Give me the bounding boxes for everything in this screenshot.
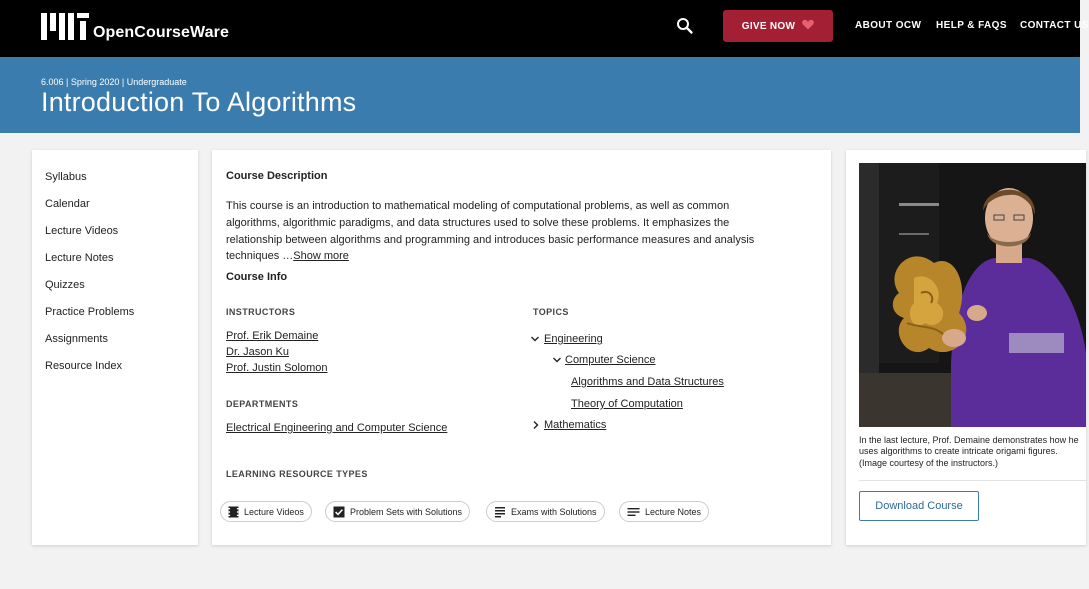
chevron-right-icon[interactable]	[531, 420, 541, 430]
description-text: This course is an introduction to mathematical modeling of computational problems, as well as common algorithms, algorithmic paradigms, and data structures used to solve these problems. It emphasizes the relationship between algorithms and programming and introduces basic performance measures and analysis techniques …	[226, 200, 755, 263]
give-now-label: GIVE NOW	[741, 20, 796, 32]
video-icon	[228, 506, 239, 518]
topic-engineering[interactable]: Engineering	[544, 333, 603, 345]
heart-icon	[802, 19, 814, 33]
course-main	[212, 150, 831, 545]
department-link[interactable]: Electrical Engineering and Computer Science	[226, 422, 448, 434]
departments-label: DEPARTMENTS	[226, 399, 299, 409]
instructor-link[interactable]: Prof. Justin Solomon	[226, 362, 328, 374]
download-course-button[interactable]: Download Course	[859, 491, 979, 521]
show-more-link[interactable]: Show more	[293, 250, 349, 263]
sidebar-item-syllabus[interactable]: Syllabus	[45, 171, 87, 183]
chevron-down-icon[interactable]	[552, 355, 562, 365]
nav-contact-us[interactable]: CONTACT US	[1020, 20, 1089, 31]
course-description	[226, 198, 786, 265]
sidebar-item-quizzes[interactable]: Quizzes	[45, 279, 85, 291]
description-heading: Course Description	[226, 170, 328, 182]
resource-type-label: Lecture Videos	[244, 506, 304, 517]
topic-theory[interactable]: Theory of Computation	[571, 398, 683, 410]
logo-text[interactable]: OpenCourseWare	[93, 24, 229, 41]
topics-label: TOPICS	[533, 307, 569, 317]
resource-types-label: LEARNING RESOURCE TYPES	[226, 469, 368, 479]
topic-computer-science[interactable]: Computer Science	[565, 354, 656, 366]
checkbox-icon	[333, 506, 345, 518]
instructor-link[interactable]: Dr. Jason Ku	[226, 346, 289, 358]
sidebar-item-resource-index[interactable]: Resource Index	[45, 360, 123, 372]
topic-mathematics[interactable]: Mathematics	[544, 419, 607, 431]
resource-type-label: Problem Sets with Solutions	[350, 506, 463, 517]
instructor-link[interactable]: Prof. Erik Demaine	[226, 330, 319, 342]
resource-type-label: Lecture Notes	[645, 506, 702, 517]
course-info-heading: Course Info	[226, 271, 288, 283]
image-caption: In the last lecture, Prof. Demaine demonstrates how he uses algorithms to create intricate origami figures. (Image courtesy of the instructors.)	[859, 435, 1079, 468]
sidebar-item-lecture-notes[interactable]: Lecture Notes	[45, 252, 114, 264]
top-nav	[0, 0, 1089, 57]
page-title: Introduction To Algorithms	[41, 87, 357, 117]
instructors-label: INSTRUCTORS	[226, 307, 296, 317]
resource-type-problem-sets[interactable]	[325, 501, 470, 522]
breadcrumb: 6.006 | Spring 2020 | Undergraduate	[41, 77, 187, 87]
mit-logo[interactable]	[41, 13, 89, 45]
document-lines-icon	[494, 506, 506, 518]
sidebar-item-calendar[interactable]: Calendar	[45, 198, 90, 210]
course-banner	[0, 57, 1080, 133]
course-image-card	[846, 150, 1086, 545]
sidebar-item-assignments[interactable]: Assignments	[45, 333, 108, 345]
nav-help-faqs[interactable]: HELP & FAQS	[936, 20, 1007, 31]
topic-algorithms[interactable]: Algorithms and Data Structures	[571, 376, 724, 388]
divider	[859, 480, 1086, 481]
give-now-button[interactable]	[723, 10, 833, 42]
search-icon[interactable]	[676, 17, 694, 40]
resource-type-label: Exams with Solutions	[511, 506, 597, 517]
course-image	[859, 163, 1086, 427]
course-sidebar	[32, 150, 198, 545]
sidebar-item-lecture-videos[interactable]: Lecture Videos	[45, 225, 119, 237]
lines-icon	[627, 506, 640, 518]
resource-type-lecture-videos[interactable]	[220, 501, 312, 522]
nav-about-ocw[interactable]: ABOUT OCW	[855, 20, 922, 31]
resource-type-exams[interactable]	[486, 501, 605, 522]
chevron-down-icon[interactable]	[530, 334, 540, 344]
sidebar-item-practice-problems[interactable]: Practice Problems	[45, 306, 135, 318]
resource-type-lecture-notes[interactable]	[619, 501, 709, 522]
